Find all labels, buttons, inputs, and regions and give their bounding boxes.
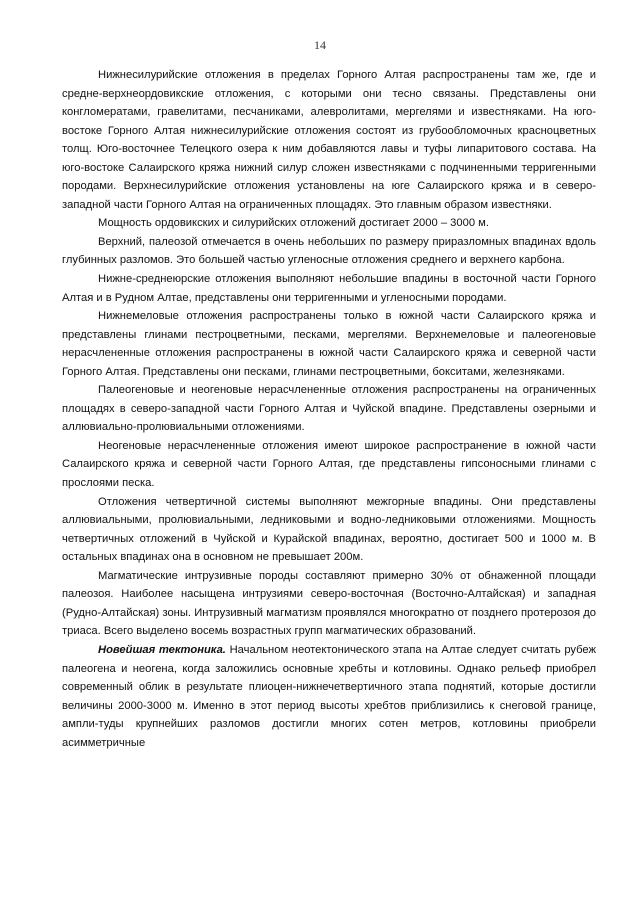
paragraph-magmatic: Магматические интрузивные породы составляют примерно 30% от обнаженной площади палеозоя. Наиболее насыщена интрузиями северо-восточная (Восточно-Алтайская) и западная (Рудно-Алтайская) зоны. Интрузивный магматизм проявлялся многократно от позднего протерозоя до триаса. Всего выделено восемь возрастных групп магматических образований.: [62, 569, 596, 638]
paragraph-neogene: Неогеновые нерасчлененные отложения имеют широкое распространение в южной части Салаирского кряжа и северной части Горного Алтая, где представлены гипсоносными глинами с прослоями песка.: [62, 439, 596, 490]
page-number: 14: [314, 38, 326, 52]
paragraph-jurassic: Нижне-среднеюрские отложения выполняют небольшие впадины в восточной части Горного Алтая и в Рудном Алтае, представлены они терригенными и угленосными породами.: [62, 273, 596, 304]
section-heading: Новейшая тектоника.: [98, 643, 226, 656]
paragraph-neotectonics: [62, 641, 596, 752]
paragraph-quaternary: Отложения четвертичной системы выполняют межгорные впадины. Они представлены аллювиальными, пролювиальными, ледниковыми и водно-ледниковыми отложениями. Мощность четвертичных отложений в Чуйской и Курайской впадинах, вероятно, достигает 500 и 1000 м. В остальных впадинах она в основном не превышает 200м.: [62, 495, 596, 564]
paragraph-cretaceous: Нижнемеловые отложения распространены только в южной части Салаирского кряжа и представлены глинами пестроцветными, песками, мергелями. Верхнемеловые и палеогеновые нерасчлененные отложения распространены в южной части Салаирского кряжа и северной части Горного Алтая. Представлены они песками, глинами пестроцветными, бокситами, железняками.: [62, 310, 596, 378]
paragraph-upper-paleozoic: Верхний, палеозой отмечается в очень небольших по размеру приразломных впадинах вдоль глубинных разломов. Это большей частью угленосные отложения среднего и верхнего карбона.: [62, 235, 596, 267]
paragraph-paleogene-neogene: Палеогеновые и неогеновые нерасчлененные отложения распространены на ограниченных площадях в северо-западной части Горного Алтая и Чуйской впадине. Представлены озерными и аллювиально-пролювиальными отложениями.: [62, 384, 596, 434]
paragraph-thickness: Мощность ордовикских и силурийских отложений достигает 2000 – 3000 м.: [98, 217, 489, 230]
section-text: Начальном неотектонического этапа на Алтае следует считать рубеж палеогена и неогена, когда заложились основные хребты и котловины. Однако рельеф приобрел современный облик в результате плиоцен-нижнечетвертичного этапа поднятий, которые достигли величины 2000-3000 м. Именно в этот период высоты хребтов приблизились к снеговой границе, ампли-туды крупнейших разломов достигли многих сотен метров, котловины приобрели асимметричные: [62, 643, 596, 749]
paragraph-lower-silurian: Нижнесилурийские отложения в пределах Горного Алтая распространены там же, где и средне-верхнеордовикские отложения, с которыми они тесно связаны. Представлены они конгломератами, гравелитами, песчаниками, алевролитами, мергелями и известняками. На юго-востоке Горного Алтая нижнесилурийские отложения состоят из грубообломочных красноцветных толщ. Юго-восточнее Телецкого озера к ним добавляются лавы и туфы липаритового состава. На юго-востоке Салаирского кряжа нижний силур сложен известняками с подчиненными терригенными породами. Верхнесилурийские отложения установлены на юге Салаирского кряжа и в северо-западной части Горного Алтая на ограниченных площадях. Это главным образом известняки.: [62, 69, 596, 211]
document-body: [62, 66, 596, 752]
